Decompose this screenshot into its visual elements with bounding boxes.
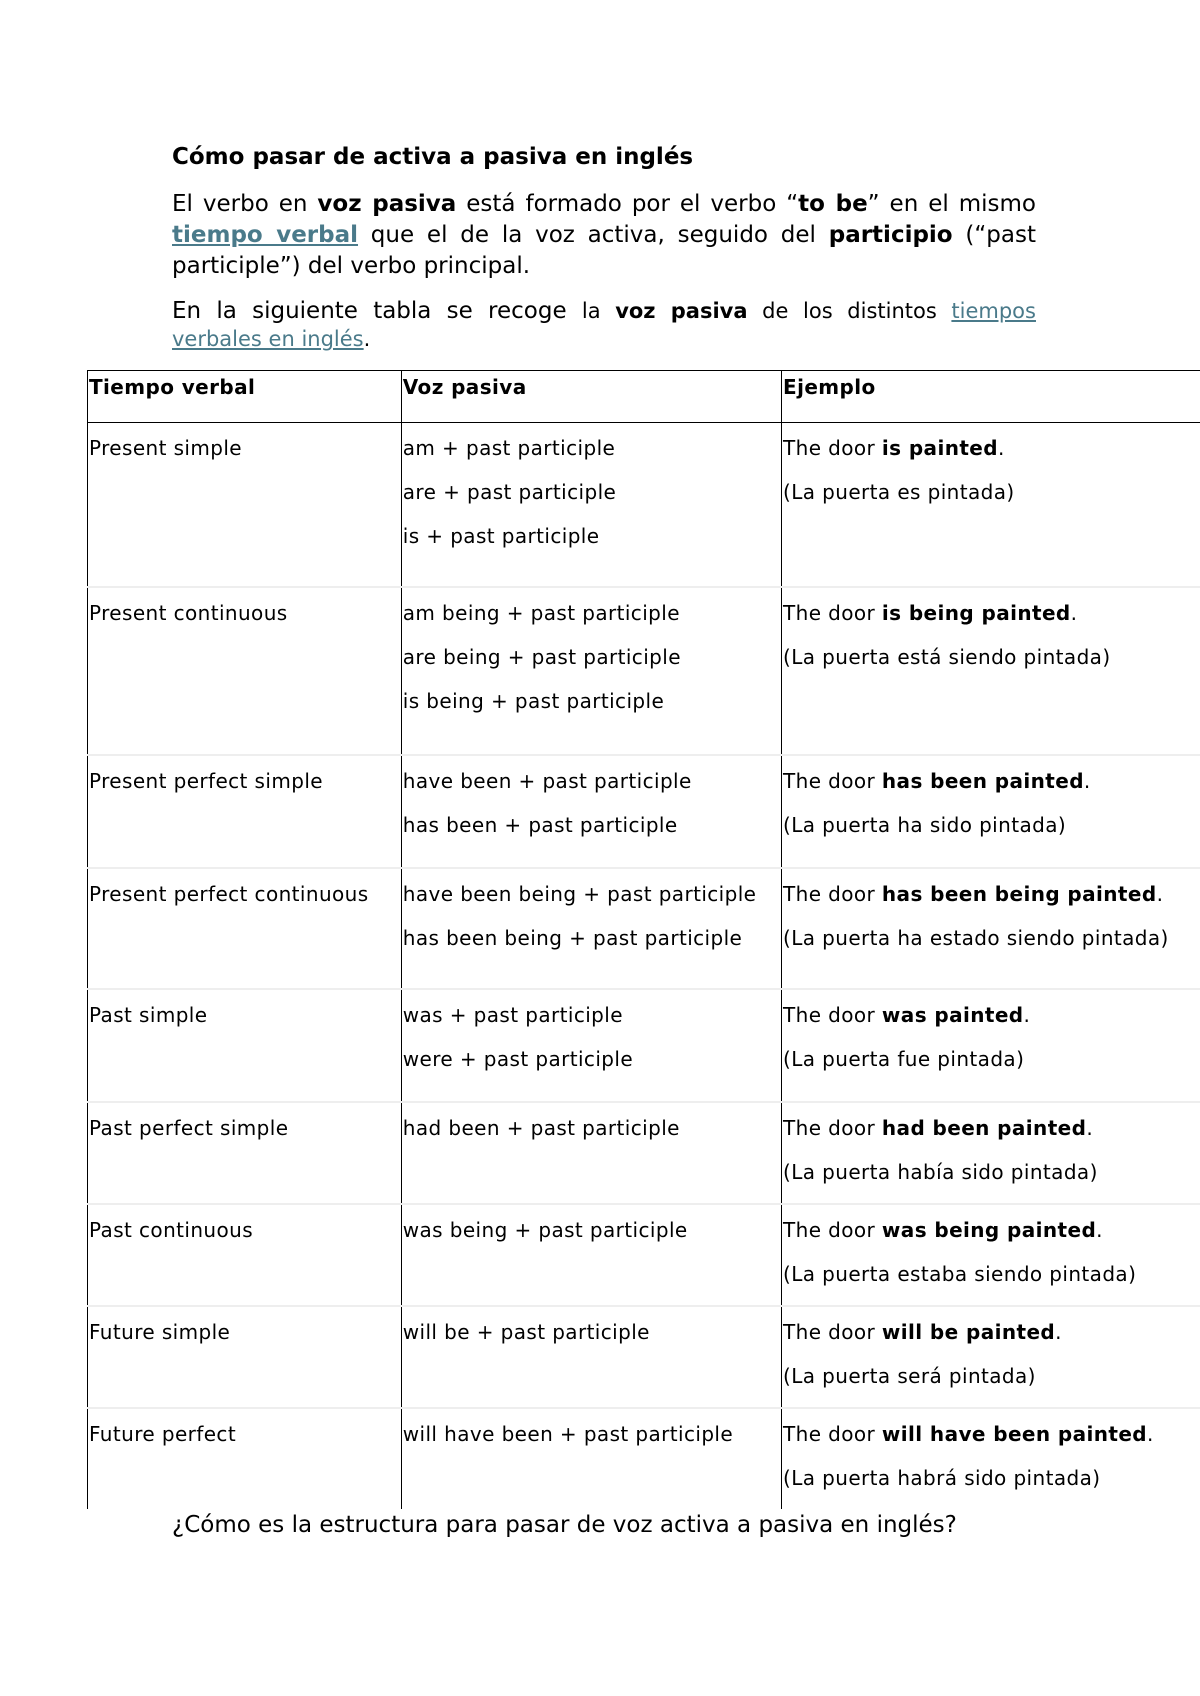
example-prefix: The door bbox=[783, 436, 882, 460]
example-prefix: The door bbox=[783, 1115, 882, 1140]
tense-label: Future perfect bbox=[89, 1421, 237, 1446]
table-row bbox=[88, 1102, 1200, 1204]
cell-passive-forms bbox=[401, 1408, 781, 1509]
passive-voice-table-wrapper bbox=[87, 370, 1200, 1509]
table-intro-paragraph bbox=[172, 297, 1036, 353]
example-suffix: . bbox=[1086, 1115, 1094, 1140]
tense-label: Past continuous bbox=[89, 1217, 254, 1242]
table-row bbox=[88, 587, 1200, 755]
text-segment: la bbox=[581, 299, 616, 323]
passive-form: are being + past participle bbox=[402, 644, 681, 669]
example-suffix: . bbox=[1023, 1002, 1031, 1027]
tense-label: Present perfect simple bbox=[89, 768, 323, 793]
text-segment: que el de la voz activa, seguido del bbox=[358, 222, 829, 248]
table-row bbox=[88, 989, 1200, 1102]
cell-passive-forms bbox=[401, 989, 781, 1102]
example-passive-verb: has been being painted bbox=[881, 881, 1157, 906]
example-sentence bbox=[783, 600, 1200, 626]
example-translation: (La puerta es pintada) bbox=[783, 480, 1015, 504]
cell-example bbox=[782, 755, 1200, 868]
example-sentence bbox=[783, 768, 1200, 794]
example-passive-verb: is painted bbox=[881, 436, 998, 460]
text-segment: En la siguiente tabla se recoge bbox=[172, 298, 582, 324]
example-translation: (La puerta será pintada) bbox=[783, 1363, 1036, 1388]
tense-label: Present continuous bbox=[89, 600, 288, 625]
table-row bbox=[88, 423, 1200, 587]
example-translation: (La puerta habrá sido pintada) bbox=[783, 1465, 1101, 1490]
cell-example bbox=[782, 1204, 1200, 1306]
example-translation: (La puerta está siendo pintada) bbox=[783, 644, 1111, 669]
passive-form: was being + past participle bbox=[402, 1217, 688, 1242]
passive-form: am being + past participle bbox=[402, 600, 680, 625]
cell-example bbox=[782, 1306, 1200, 1408]
passive-form: is + past participle bbox=[402, 524, 600, 548]
link-tiempos-verbales[interactable]: tiempos verbales en inglés bbox=[172, 299, 1036, 351]
example-passive-verb: is being painted bbox=[881, 600, 1071, 625]
cell-tense bbox=[88, 1204, 402, 1306]
text-segment: (“past participle”) del verbo principal. bbox=[172, 222, 1036, 279]
example-sentence bbox=[783, 1319, 1200, 1345]
passive-form: has been + past participle bbox=[402, 812, 678, 837]
passive-form: were + past participle bbox=[402, 1046, 634, 1071]
bold-term-to-be: to be bbox=[798, 191, 868, 217]
passive-form: am + past participle bbox=[402, 436, 616, 460]
example-passive-verb: had been painted bbox=[881, 1115, 1087, 1140]
tense-label: Present perfect continuous bbox=[89, 881, 369, 906]
bold-term-participio: participio bbox=[828, 222, 953, 248]
example-prefix: The door bbox=[783, 881, 882, 906]
table-row bbox=[88, 755, 1200, 868]
header-ejemplo: Ejemplo bbox=[782, 371, 1200, 423]
text-segment: de los distintos bbox=[747, 299, 952, 323]
cell-passive-forms bbox=[401, 755, 781, 868]
table-row bbox=[88, 1408, 1200, 1509]
cell-passive-forms bbox=[401, 423, 781, 587]
section-question: ¿Cómo es la estructura para pasar de voz activa a pasiva en inglés? bbox=[172, 1512, 957, 1538]
bold-term-voz-pasiva: voz pasiva bbox=[615, 299, 748, 323]
cell-example bbox=[782, 989, 1200, 1102]
cell-tense bbox=[88, 755, 402, 868]
intro-paragraph bbox=[172, 189, 1036, 282]
tense-label: Past perfect simple bbox=[89, 1115, 289, 1140]
cell-tense bbox=[88, 1306, 402, 1408]
example-translation: (La puerta fue pintada) bbox=[783, 1046, 1025, 1071]
tense-label: Present simple bbox=[89, 436, 243, 460]
example-translation: (La puerta había sido pintada) bbox=[783, 1159, 1098, 1184]
example-prefix: The door bbox=[783, 600, 882, 625]
example-passive-verb: will be painted bbox=[881, 1319, 1056, 1344]
passive-form: will be + past participle bbox=[402, 1319, 650, 1344]
text-segment: El verbo en bbox=[172, 191, 318, 217]
cell-passive-forms bbox=[401, 1102, 781, 1204]
example-sentence bbox=[783, 1217, 1200, 1243]
example-suffix: . bbox=[1083, 768, 1091, 793]
header-tiempo-verbal: Tiempo verbal bbox=[88, 371, 402, 423]
cell-tense bbox=[88, 1102, 402, 1204]
example-translation: (La puerta ha sido pintada) bbox=[783, 812, 1067, 837]
cell-tense bbox=[88, 423, 402, 587]
example-sentence bbox=[783, 881, 1200, 907]
example-sentence bbox=[783, 1002, 1200, 1028]
text-segment: está formado por el verbo “ bbox=[456, 191, 799, 217]
page-title: Cómo pasar de activa a pasiva en inglés bbox=[172, 144, 694, 170]
example-prefix: The door bbox=[783, 768, 882, 793]
example-suffix: . bbox=[1070, 600, 1078, 625]
bold-term-voz-pasiva: voz pasiva bbox=[317, 191, 457, 217]
table-row bbox=[88, 868, 1200, 989]
example-prefix: The door bbox=[783, 1421, 882, 1446]
example-suffix: . bbox=[1147, 1421, 1154, 1446]
cell-passive-forms bbox=[401, 1306, 781, 1408]
header-voz-pasiva: Voz pasiva bbox=[401, 371, 781, 423]
table-row bbox=[88, 1204, 1200, 1306]
cell-passive-forms bbox=[401, 1204, 781, 1306]
cell-tense bbox=[88, 587, 402, 755]
cell-example bbox=[782, 1102, 1200, 1204]
link-tiempo-verbal[interactable]: tiempo verbal bbox=[172, 222, 359, 248]
example-translation: (La puerta ha estado siendo pintada) bbox=[783, 925, 1169, 950]
cell-example bbox=[782, 1408, 1200, 1509]
passive-voice-table bbox=[87, 370, 1200, 1509]
table-row bbox=[88, 1306, 1200, 1408]
example-suffix: . bbox=[998, 436, 1005, 460]
text-segment: ” en el mismo bbox=[867, 191, 1036, 217]
table-header-row bbox=[88, 371, 1200, 423]
example-passive-verb: was painted bbox=[881, 1002, 1024, 1027]
example-prefix: The door bbox=[783, 1217, 882, 1242]
example-passive-verb: has been painted bbox=[881, 768, 1084, 793]
example-prefix: The door bbox=[783, 1319, 882, 1344]
example-passive-verb: was being painted bbox=[881, 1217, 1097, 1242]
example-sentence bbox=[783, 1421, 1200, 1447]
text-segment: . bbox=[363, 327, 371, 351]
example-prefix: The door bbox=[783, 1002, 882, 1027]
cell-tense bbox=[88, 868, 402, 989]
cell-passive-forms bbox=[401, 587, 781, 755]
passive-form: is being + past participle bbox=[402, 688, 665, 713]
passive-form: had been + past participle bbox=[402, 1115, 680, 1140]
passive-form: have been being + past participle bbox=[402, 881, 757, 906]
example-suffix: . bbox=[1096, 1217, 1103, 1242]
tense-label: Future simple bbox=[89, 1319, 231, 1344]
table-body bbox=[88, 423, 1200, 1509]
passive-form: are + past participle bbox=[402, 480, 617, 504]
example-suffix: . bbox=[1156, 881, 1164, 906]
example-translation: (La puerta estaba siendo pintada) bbox=[783, 1261, 1137, 1286]
example-sentence bbox=[783, 1115, 1200, 1141]
tense-label: Past simple bbox=[89, 1002, 208, 1027]
cell-tense bbox=[88, 989, 402, 1102]
passive-form: have been + past participle bbox=[402, 768, 692, 793]
cell-example bbox=[782, 868, 1200, 989]
example-sentence bbox=[783, 435, 1200, 461]
passive-form: was + past participle bbox=[402, 1002, 623, 1027]
passive-form: has been being + past participle bbox=[402, 925, 743, 950]
passive-form: will have been + past participle bbox=[402, 1421, 734, 1446]
example-passive-verb: will have been painted bbox=[881, 1421, 1148, 1446]
cell-example bbox=[782, 423, 1200, 587]
cell-passive-forms bbox=[401, 868, 781, 989]
example-suffix: . bbox=[1055, 1319, 1062, 1344]
cell-example bbox=[782, 587, 1200, 755]
cell-tense bbox=[88, 1408, 402, 1509]
